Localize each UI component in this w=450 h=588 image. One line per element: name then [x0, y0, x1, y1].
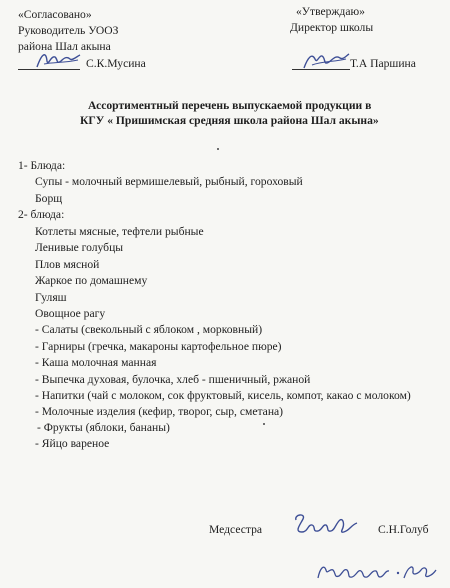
- list-item: - Яйцо вареное: [35, 437, 110, 450]
- footer-name: С.Н.Голуб: [378, 523, 429, 536]
- approval-left-title: «Согласовано»: [18, 8, 92, 21]
- list-item: Борщ: [35, 192, 63, 205]
- list-item: - Фрукты (яблоки, бананы): [37, 421, 170, 434]
- list-item: - Каша молочная манная: [35, 356, 157, 369]
- document-heading-line1: Ассортиментный перечень выпускаемой продукции в: [88, 99, 372, 112]
- approval-left-district: района Шал акына: [18, 40, 111, 53]
- list-item: Ленивые голубцы: [35, 241, 124, 254]
- list-item: - Напитки (чай с молоком, сок фруктовый, кисель, компот, какао с молоком): [35, 389, 411, 402]
- approval-right-title: «Утверждаю»: [296, 5, 365, 18]
- list-item: - Выпечка духовая, булочка, хлеб - пшеничный, ржаной: [35, 373, 311, 386]
- list-item: Котлеты мясные, тефтели рыбные: [35, 225, 204, 238]
- signature-right-image: [300, 47, 352, 73]
- list-item: Супы - молочный вермишелевый, рыбный, гороховый: [35, 175, 303, 188]
- list-item: Гуляш: [35, 291, 67, 304]
- document-heading-line2: КГУ « Пришимская средняя школа района Шал акына»: [80, 114, 379, 127]
- scan-speck: [263, 423, 265, 425]
- scan-speck: [217, 148, 219, 150]
- approval-left-name: С.К.Мусина: [86, 57, 146, 70]
- section-label-second-courses: 2- блюда:: [18, 208, 65, 221]
- footer-role: Медсестра: [209, 523, 263, 536]
- approval-right-position: Директор школы: [290, 21, 374, 34]
- signature-left-image: [34, 47, 84, 73]
- list-item: - Салаты (свекольный с яблоком , морковный): [35, 323, 263, 336]
- list-item: Овощное рагу: [35, 307, 106, 320]
- footer-signature-image: [290, 510, 360, 540]
- list-item: Плов мясной: [35, 258, 100, 271]
- approval-left-position: Руководитель УООЗ: [18, 24, 119, 37]
- list-item: - Гарниры (гречка, макароны картофельное пюре): [35, 340, 282, 353]
- handwritten-note-image: [314, 556, 442, 586]
- list-item: - Молочные изделия (кефир, творог, сыр, сметана): [35, 405, 284, 418]
- section-label-first-courses: 1- Блюда:: [18, 159, 66, 172]
- approval-right-name: Т.А Паршина: [350, 57, 416, 70]
- list-item: Жаркое по домашнему: [35, 274, 148, 287]
